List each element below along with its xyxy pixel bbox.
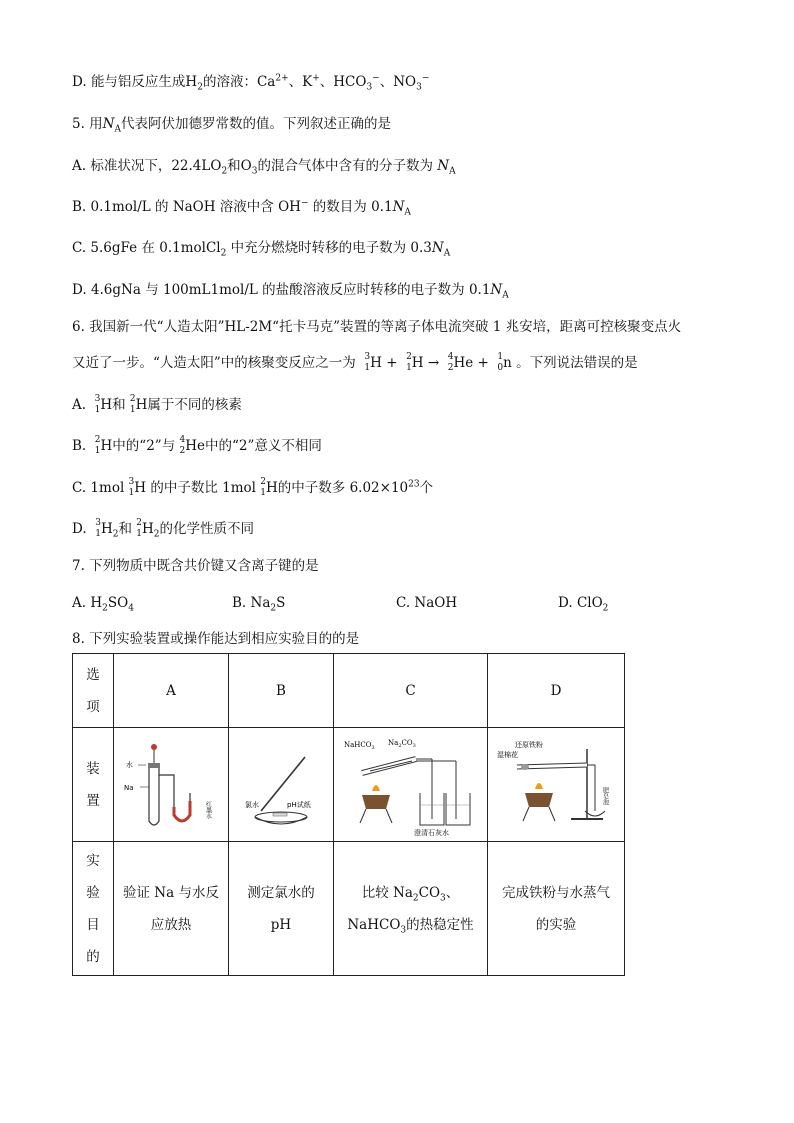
q6-option-d: D. 3 1 $H_2$和 2 1 $H_2$的化学性质不同 — [72, 518, 254, 540]
label-na2co3: $Na_2CO_3$ — [387, 738, 416, 749]
apparatus-a-figure — [116, 735, 226, 835]
q8-stem: 8. 下列实验装置或操作能达到相应实验目的的是 — [72, 631, 360, 647]
q7-option-d: D. ClO$_2$ — [558, 595, 609, 614]
purpose-c: 比较 $Na_2CO_3$、 NaHCO$_3$的热稳定性 — [334, 842, 488, 976]
col-header-a: A — [114, 654, 229, 728]
label-iron-powder: 还原铁粉 — [515, 740, 543, 749]
q6-stem-line1: 6. 我国新一代“人造太阳”HL-2M“托卡马克”装置的等离子体电流突破 1 兆安培，距离可控核聚变点火 — [72, 319, 682, 335]
label-water: 水 — [126, 760, 133, 769]
purpose-a: 验证 Na 与水反 应放热 — [114, 842, 229, 976]
q5-option-a: A. 标准状况下，$22.4LO_2$和$O_3$的混合气体中含有的分子数为 $N_A$ — [72, 158, 456, 177]
apparatus-b-figure — [231, 735, 331, 835]
apparatus-b — [229, 728, 334, 842]
apparatus-d — [488, 728, 625, 842]
purpose-d: 完成铁粉与水蒸气 的实验 — [488, 842, 625, 976]
q7-stem: 7. 下列物质中既含共价键又含离子键的是 — [72, 558, 319, 574]
table-row — [73, 842, 625, 976]
apparatus-a — [114, 728, 229, 842]
row-label-purpose: 实 验 目 的 — [73, 842, 114, 976]
apparatus-d-figure — [491, 735, 621, 835]
q5-stem: 5. 用$N_A$代表阿伏加德罗常数的值。下列叙述正确的是 — [72, 116, 391, 135]
label-soap-bubbles: 肥皂泡 — [601, 786, 609, 805]
purpose-b: 测定氯水的 pH — [229, 842, 334, 976]
label-red-ink: 红墨水 — [204, 800, 212, 819]
apparatus-c-figure — [336, 733, 486, 837]
label-chlorine-water: 氯水 — [245, 800, 259, 809]
fusion-equation: 3 1 H + 2 1 H → 4 2 He + 1 0 n — [364, 352, 512, 373]
col-header-c: C — [334, 654, 488, 728]
table-row — [73, 654, 625, 728]
label-nahco3: NaHCO$_3$ — [343, 740, 375, 751]
label-na: Na — [124, 783, 134, 792]
q6-option-b: B. 2 1 H中的“2”与 4 2 He中的“2”意义不相同 — [72, 435, 322, 456]
label-limewater: 澄清石灰水 — [413, 828, 449, 837]
experiment-table — [72, 653, 625, 976]
row-label-apparatus: 装 置 — [73, 728, 114, 842]
q5-option-d: D. 4.6gNa 与 100mL1mol/L 的盐酸溶液反应时转移的电子数为 $0.1N_A$ — [72, 282, 509, 301]
row-label-options: 选 项 — [73, 654, 114, 728]
q4-option-d: D. 能与铝反应生成$H_2$的溶液：$Ca^{2+}$、K+、$HCO_3^-$、$NO_3^-$ — [72, 73, 430, 93]
q5-option-b: B. 0.1mol/L 的 NaOH 溶液中含 OH− 的数目为 $0.1N_A$ — [72, 198, 411, 218]
q7-option-b: B. $Na_2S$ — [232, 595, 286, 614]
q5-option-c: C. 5.6gFe 在 0.1molCl$_2$ 中充分燃烧时转移的电子数为 $0.3N_A$ — [72, 240, 451, 259]
col-header-b: B — [229, 654, 334, 728]
q6-stem-line2: 又近了一步。“人造太阳”中的核聚变反应之一为 3 1 H + 2 1 H → 4 2 He + 1 0 n 。下列说法错误的是 — [72, 352, 638, 373]
q7-option-c: C. NaOH — [396, 595, 458, 611]
apparatus-c — [334, 728, 488, 842]
table-row — [73, 728, 625, 842]
col-header-d: D — [488, 654, 625, 728]
q6-option-c: C. 1mol 3 1 H 的中子数比 1mol 2 1 H的中子数多 $6.02\times 10^{23}$个 — [72, 477, 434, 498]
label-wet-cotton: 湿棉花 — [497, 750, 518, 759]
q6-option-a: A. 3 1 H和 2 1 H属于不同的核素 — [72, 394, 242, 415]
q7-option-a: A. $H_2SO_4$ — [72, 595, 134, 614]
label-ph-paper: pH试纸 — [287, 800, 311, 809]
